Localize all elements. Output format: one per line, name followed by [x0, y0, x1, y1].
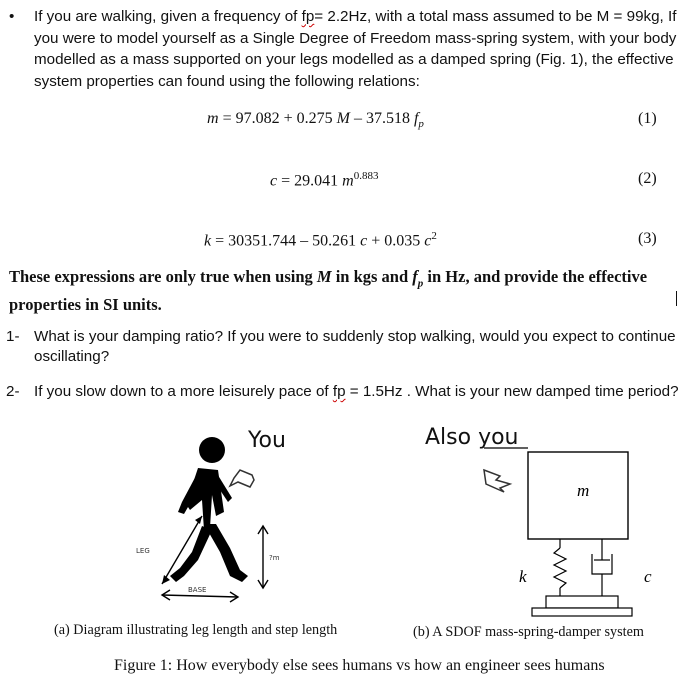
- ground: [532, 608, 632, 616]
- fp-term: fp: [301, 8, 315, 25]
- arrow-icon: [484, 470, 510, 492]
- equation-2: c = 29.041 $m^{0.883}$: [270, 170, 379, 190]
- figure-title: Figure 1: How everybody else sees humans vs how an engineer sees humans: [114, 657, 605, 674]
- question-1-number: 1-: [6, 328, 20, 345]
- text-cursor: [676, 291, 677, 306]
- question-1-line-2: oscillating?: [34, 348, 110, 365]
- fp-term: fp: [332, 383, 346, 400]
- walking-person-diagram: [120, 420, 370, 615]
- caption-a: (a) Diagram illustrating leg length and step length: [54, 622, 338, 638]
- sdof-system-diagram: [470, 440, 650, 625]
- mass-label: m: [577, 481, 590, 500]
- damper-label: c: [644, 567, 652, 586]
- walking-person-icon: [170, 437, 248, 582]
- equation-3: k = 30351.744 – 50.261 c + 0.035 $c^2$: [204, 230, 437, 250]
- spring-label: k: [519, 567, 527, 586]
- question-2-number: 2-: [6, 383, 20, 400]
- equation-1: m = 97.082 + 0.275 M – 37.518 $f_p$: [207, 110, 424, 131]
- equation-2-number: (2): [638, 170, 657, 187]
- intro-paragraph: If you are walking, given a frequency of fp= 2.2Hz, with a total mass assumed to be M = 99kg, If you were to model yourself as a Single Degree of Freedom mass-spring system, with your body modelled as a mass supported on your legs modelled as a damped spring (Fig. 1), the effective system properties can found using the following relations:: [34, 8, 677, 90]
- question-2-text: If you slow down to a more leisurely pace of fp = 1.5Hz . What is your new damped time period?: [34, 383, 679, 400]
- step-label: ?m: [269, 554, 280, 562]
- spring-icon: [554, 548, 566, 588]
- caption-b: (b) A SDOF mass-spring-damper system: [413, 624, 644, 640]
- question-1-line-1: What is your damping ratio? If you were to suddenly stop walking, would you expect to continue: [34, 328, 676, 345]
- si-units-note: These expressions are only true when using M in kgs and $f_p$ in Hz, and provide the effective properties in SI units.: [9, 267, 648, 315]
- you-label: You: [248, 428, 286, 453]
- bullet: •: [9, 8, 15, 25]
- arrow-icon: [230, 470, 254, 487]
- equation-3-number: (3): [638, 230, 657, 247]
- base-label: BASE: [188, 586, 207, 594]
- leg-label: LEG: [136, 547, 150, 555]
- also-you-label: Also you: [425, 425, 519, 450]
- equation-1-number: (1): [638, 110, 657, 127]
